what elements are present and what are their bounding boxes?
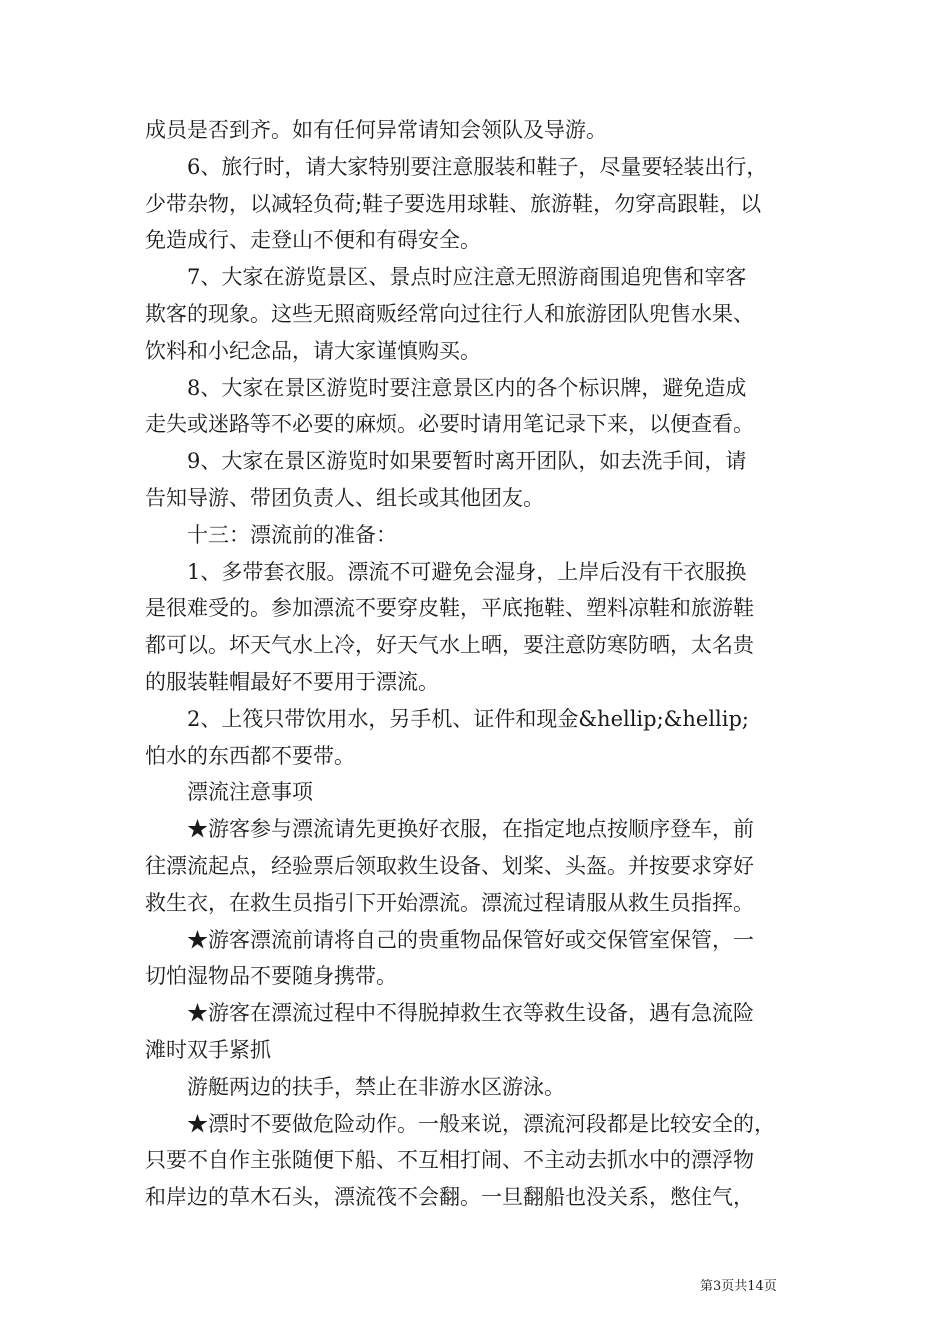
- text-line: 欺客的现象。这些无照商贩经常向过往行人和旅游团队兜售水果、: [145, 301, 754, 326]
- document-body: [145, 112, 817, 1216]
- text-line: 9、大家在景区游览时如果要暂时离开团队，如去洗手间，请: [145, 449, 747, 474]
- text-line: 滩时双手紧抓: [145, 1037, 271, 1062]
- page-number: 第3页共14页: [700, 1279, 777, 1294]
- text-line: 少带杂物，以减轻负荷;鞋子要选用球鞋、旅游鞋，勿穿高跟鞋，以: [145, 191, 762, 216]
- text-line: 十三：漂流前的准备：: [145, 522, 397, 547]
- text-line: 和岸边的草木石头，漂流筏不会翻。一旦翻船也没关系，憋住气，: [145, 1185, 754, 1210]
- text-line: ★游客参与漂流请先更换好衣服，在指定地点按顺序登车，前: [145, 817, 754, 842]
- text-line: 告知导游、带团负责人、组长或其他团友。: [145, 485, 544, 510]
- text-line: 怕水的东西都不要带。: [145, 743, 355, 768]
- text-line: 是很难受的。参加漂流不要穿皮鞋，平底拖鞋、塑料凉鞋和旅游鞋: [145, 596, 754, 621]
- text-line: 救生衣，在救生员指引下开始漂流。漂流过程请服从救生员指挥。: [145, 890, 754, 915]
- text-line: 往漂流起点，经验票后领取救生设备、划桨、头盔。并按要求穿好: [145, 853, 754, 878]
- text-line: 漂流注意事项: [145, 780, 313, 805]
- text-line: ★游客在漂流过程中不得脱掉救生衣等救生设备，遇有急流险: [145, 1001, 754, 1026]
- text-line: 免造成行、走登山不便和有碍安全。: [145, 228, 481, 253]
- text-line: 饮料和小纪念品，请大家谨慎购买。: [145, 338, 481, 363]
- text-line: 6、旅行时，请大家特别要注意服装和鞋子，尽量要轻装出行，: [145, 154, 768, 179]
- text-line: 只要不自作主张随便下船、不互相打闹、不主动去抓水中的漂浮物: [145, 1148, 754, 1173]
- text-line: ★漂时不要做危险动作。一般来说，漂流河段都是比较安全的，: [145, 1111, 775, 1136]
- text-line: 游艇两边的扶手，禁止在非游水区游泳。: [145, 1074, 565, 1099]
- text-line: 的服装鞋帽最好不要用于漂流。: [145, 669, 439, 694]
- text-line: 8、大家在景区游览时要注意景区内的各个标识牌，避免造成: [145, 375, 747, 400]
- text-line: 切怕湿物品不要随身携带。: [145, 964, 397, 989]
- text-line: 1、多带套衣服。漂流不可避免会湿身，上岸后没有干衣服换: [145, 559, 747, 584]
- text-line: 成员是否到齐。如有任何异常请知会领队及导游。: [145, 118, 607, 142]
- text-line: 都可以。坏天气水上冷，好天气水上晒，要注意防寒防晒，太名贵: [145, 633, 754, 658]
- text-line: ★游客漂流前请将自己的贵重物品保管好或交保管室保管，一: [145, 927, 754, 952]
- text-line: 走失或迷路等不必要的麻烦。必要时请用笔记录下来，以便查看。: [145, 412, 754, 437]
- text-line: 7、大家在游览景区、景点时应注意无照游商围追兜售和宰客: [145, 265, 747, 290]
- text-line: 2、上筏只带饮用水，另手机、证件和现金&hellip;&hellip;: [145, 706, 749, 731]
